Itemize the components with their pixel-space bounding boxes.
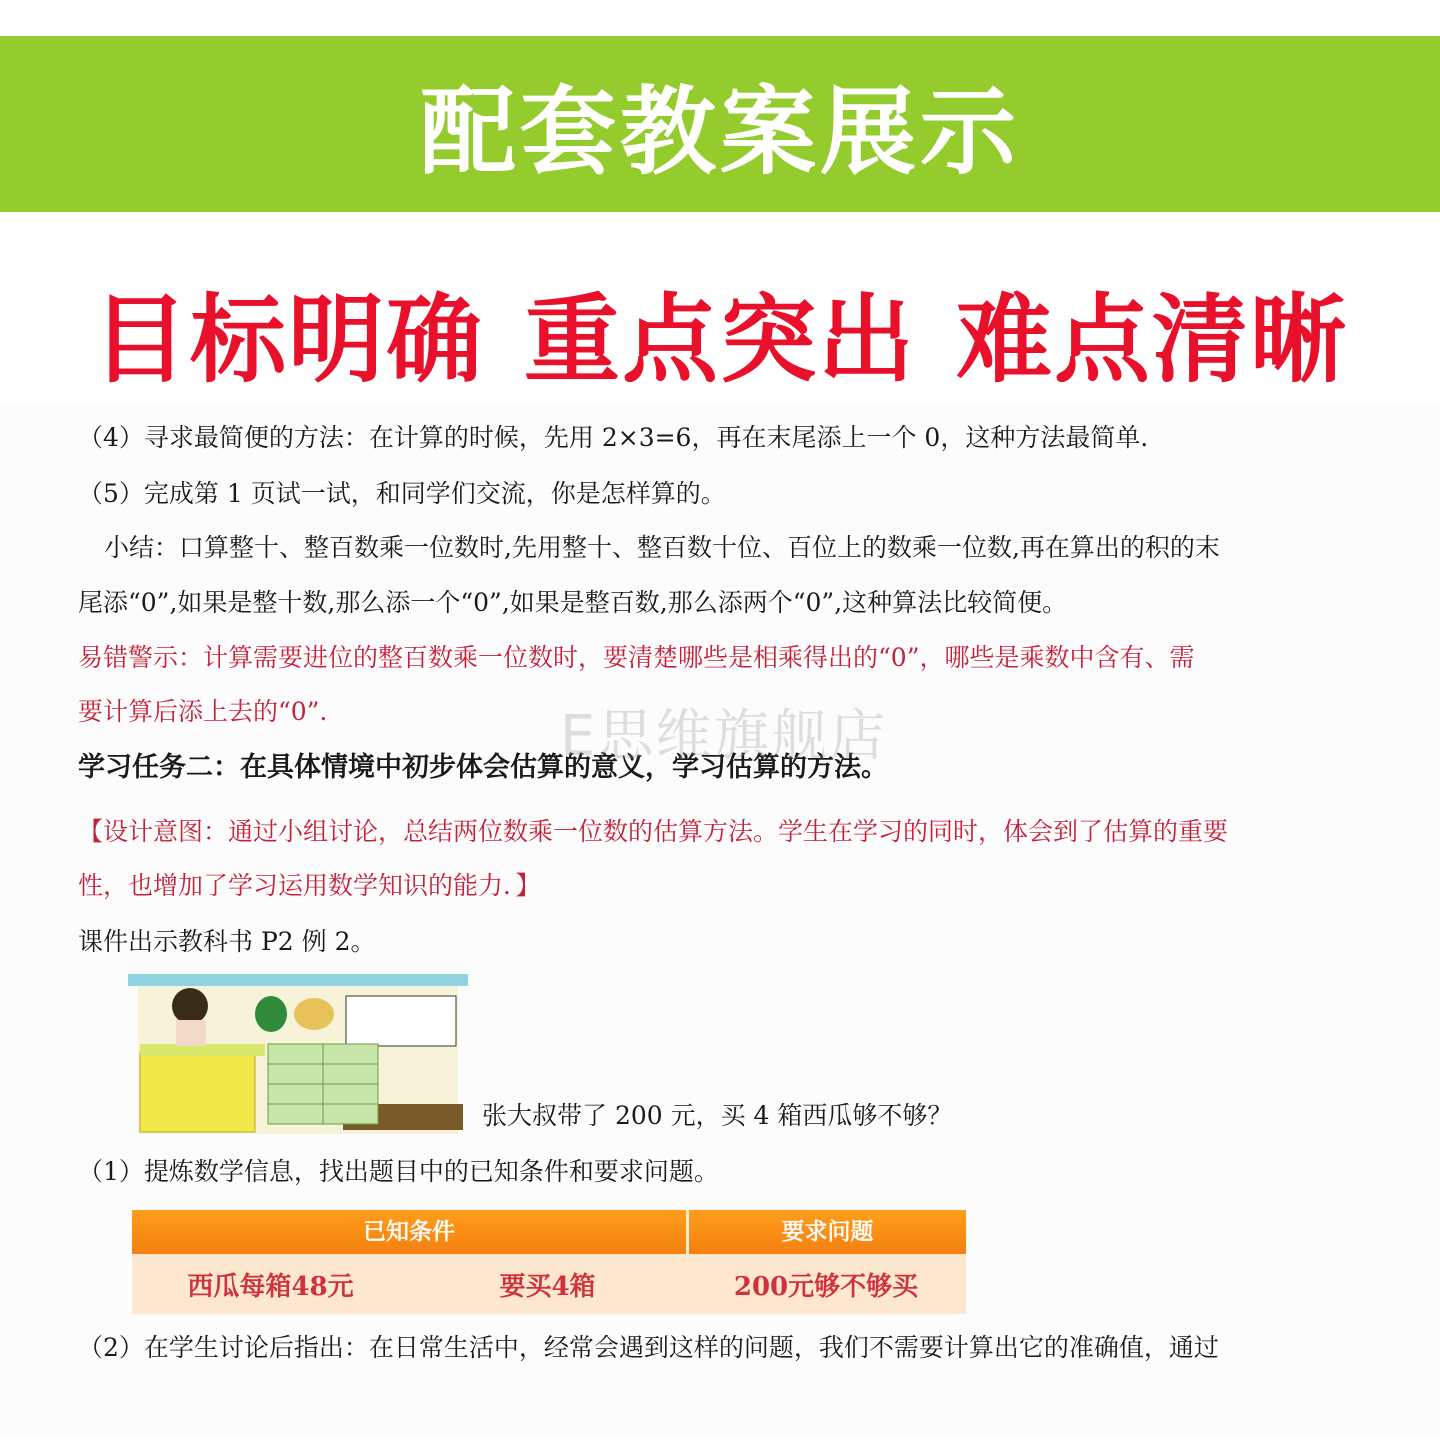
step-2-text: （2）在学生讨论后指出：在日常生活中，经常会遇到这样的问题，我们不需要计算出它的准确值，通过 — [78, 1333, 1219, 1362]
summary-line-1: 小结：口算整十、整百数乘一位数时,先用整十、整百数十位、百位上的数乘一位数,再在算出的积的末 — [104, 533, 1220, 562]
slogan — [0, 272, 1440, 396]
design-intent-line-1: 【设计意图：通过小组讨论，总结两位数乘一位数的估算方法。学生在学习的同时，体会到了估算的重要 — [78, 817, 1229, 846]
step-4-text: （4）寻求最简便的方法：在计算的时候，先用 2×3=6，再在末尾添上一个 0，这种方法最简单． — [78, 423, 1166, 452]
table-row — [132, 1254, 966, 1314]
banner-title: 配套教案展示 — [420, 75, 1020, 188]
info-table — [132, 1210, 966, 1314]
error-warning-line-2: 要计算后添上去的“0”． — [78, 697, 345, 726]
summary-line-2: 尾添“0”,如果是整十数,那么添一个“0”,如果是整百数,那么添两个“0”,这种算法比较简便。 — [78, 588, 1068, 617]
learning-task-2-heading: 学习任务二：在具体情境中初步体会估算的意义，学习估算的方法。 — [78, 752, 888, 783]
step-1-text: （1）提炼数学信息，找出题目中的已知条件和要求问题。 — [78, 1157, 719, 1186]
error-warning-text: 易错警示：计算需要进位的整百数乘一位数时，要清楚哪些是相乘得出的“0”， — [78, 643, 945, 672]
table-cell: 要买4箱 — [499, 1271, 596, 1302]
table-cell: 西瓜每箱48元 — [187, 1271, 354, 1302]
watermark: E思维旗舰店 — [560, 704, 888, 769]
step-5-text: （5）完成第 1 页试一试，和同学们交流，你是怎样算的。 — [78, 479, 726, 508]
design-intent-line-2: 性，也增加了学习运用数学知识的能力．】 — [78, 871, 541, 900]
watermelon-stall-illustration — [128, 974, 468, 1134]
slogan-item-1: 目标明确 — [92, 283, 484, 396]
table-header-row — [132, 1210, 966, 1254]
table-cell: 200元够不够买 — [733, 1271, 919, 1302]
header-question: 要求问题 — [781, 1219, 874, 1245]
error-warning-text-highlight: 哪些是乘数中含有、需 — [944, 643, 1195, 672]
example-question: 张大叔带了 200 元，买 4 箱西瓜够不够？ — [482, 1101, 953, 1130]
slogan-item-3: 难点清晰 — [956, 283, 1348, 396]
header-known-conditions: 已知条件 — [132, 1210, 689, 1254]
error-warning-line-1 — [78, 640, 1368, 676]
lesson-plan-document — [0, 404, 1440, 1434]
header-banner — [0, 36, 1440, 212]
courseware-text: 课件出示教科书 P2 例 2。 — [78, 927, 376, 956]
slogan-item-2: 重点突出 — [524, 283, 916, 396]
